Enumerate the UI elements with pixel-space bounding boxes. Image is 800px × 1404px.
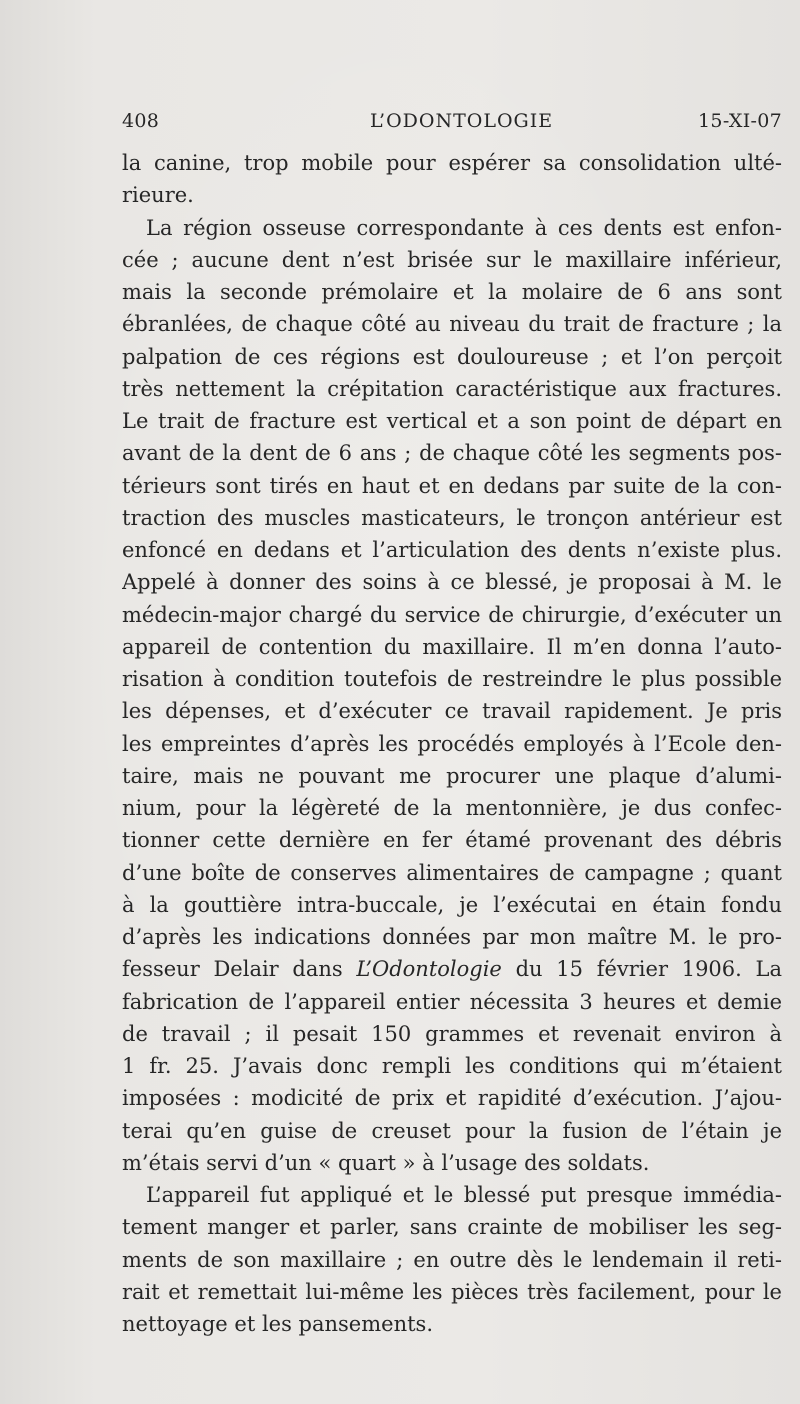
running-title: L’ODONTOLOGIE: [370, 110, 554, 132]
text-line: mais la seconde prémolaire et la molaire de 6 ans sont: [122, 280, 782, 304]
text-line: fabrication de l’appareil entier nécessita 3 heures et demie: [122, 989, 782, 1014]
text-line: enfoncé en dedans et l’articulation des dents n’existe plus.: [122, 538, 782, 562]
text-line: appareil de contention du maxillaire. Il m’en donna l’auto-: [122, 634, 782, 659]
body-text: [122, 147, 782, 1340]
text-line: nettoyage et les pansements.: [122, 1312, 433, 1336]
text-line: Le trait de fracture est vertical et a son point de départ en: [122, 409, 782, 433]
text-line: rait et remettait lui-même les pièces très facilement, pour le: [122, 1279, 782, 1304]
text-line: palpation de ces régions est douloureuse ; et l’on perçoit: [122, 344, 782, 369]
text-line: traction des muscles masticateurs, le tronçon antérieur est: [122, 505, 782, 530]
text-line: L’appareil fut appliqué et le blessé put presque immédia-: [146, 1183, 782, 1207]
text-line: la canine, trop mobile pour espérer sa consolidation ulté-: [122, 151, 782, 175]
text-line: tement manger et parler, sans crainte de mobiliser les seg-: [122, 1215, 782, 1240]
text-line: avant de la dent de 6 ans ; de chaque côté les segments pos-: [122, 441, 782, 466]
text-line: terai qu’en guise de creuset pour la fusion de l’étain je: [122, 1118, 782, 1143]
text-line: térieurs sont tirés en haut et en dedans par suite de la con-: [122, 473, 782, 498]
text-line: d’une boîte de conserves alimentaires de campagne ; quant: [122, 860, 782, 885]
page-number: 408: [122, 110, 160, 132]
text-line: m’étais servi d’un « quart » à l’usage des soldats.: [122, 1150, 650, 1175]
running-header: [122, 110, 782, 144]
text-line: les dépenses, et d’exécuter ce travail rapidement. Je pris: [122, 699, 782, 724]
text-line: rieure.: [122, 183, 194, 208]
text-line: tionner cette dernière en fer étamé provenant des débris: [122, 828, 782, 853]
text-line: les empreintes d’après les procédés employés à l’Ecole den-: [122, 731, 782, 756]
text-line: cée ; aucune dent n’est brisée sur le maxillaire inférieur,: [122, 247, 782, 272]
issue-date: 15-XI-07: [698, 110, 782, 132]
text-line: 1 fr. 25. J’avais donc rempli les conditions qui m’étaient: [122, 1054, 782, 1078]
text-line: de travail ; il pesait 150 grammes et revenait environ à: [122, 1021, 782, 1046]
text-line-with-journal-title: [122, 953, 782, 985]
text-line: ments de son maxillaire ; en outre dès le lendemain il reti-: [122, 1247, 782, 1272]
text-line: ébranlées, de chaque côté au niveau du trait de fracture ; la: [122, 312, 782, 337]
text-line: d’après les indications données par mon maître M. le pro-: [122, 925, 782, 949]
journal-title: L’Odontologie: [356, 957, 502, 982]
text-line: risation à condition toutefois de restreindre le plus possible: [122, 667, 782, 691]
text-line: très nettement la crépitation caractéristique aux fractures.: [122, 376, 782, 401]
text-line: nium, pour la légèreté de la mentonnière, je dus confec-: [122, 796, 782, 820]
text-line: à la gouttière intra-buccale, je l’exécutai en étain fondu: [122, 892, 782, 917]
text-line: imposées : modicité de prix et rapidité d’exécution. J’ajou-: [122, 1086, 782, 1111]
text-line: médecin-major chargé du service de chirurgie, d’exécuter un: [122, 602, 782, 627]
text-line: taire, mais ne pouvant me procurer une plaque d’alumi-: [122, 763, 782, 788]
text-line-head: fesseur Delair dans: [122, 957, 357, 982]
text-line-tail: du 15 février 1906. La: [501, 957, 782, 982]
text-line: Appelé à donner des soins à ce blessé, je proposai à M. le: [122, 570, 782, 595]
text-line: La région osseuse correspondante à ces dents est enfon-: [146, 215, 782, 240]
